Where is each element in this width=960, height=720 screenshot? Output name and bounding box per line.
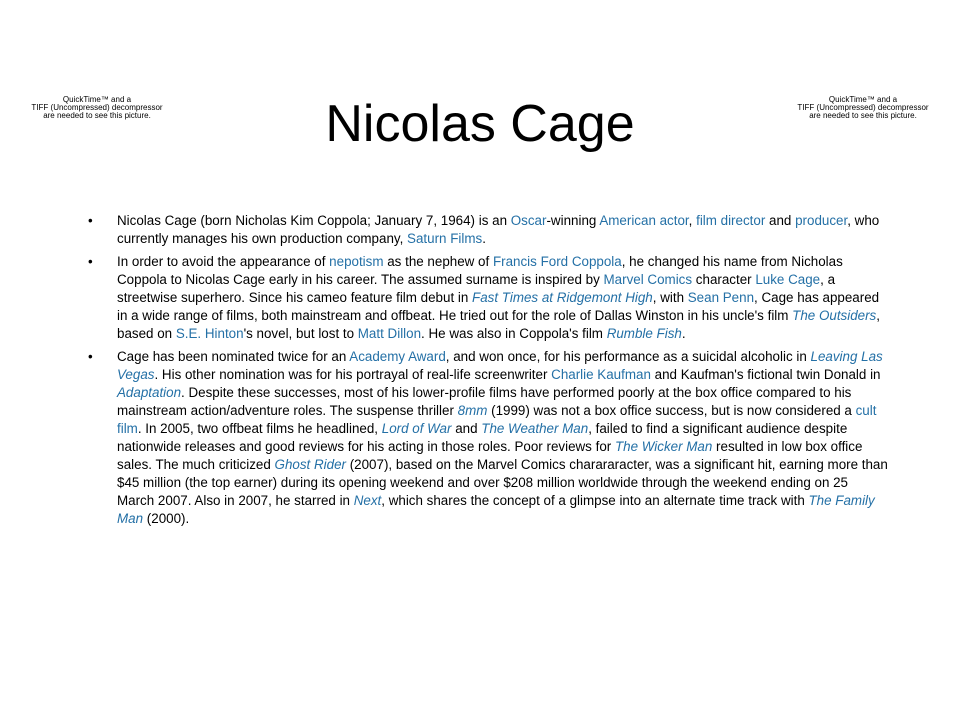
wiki-link[interactable]: nepotism (329, 254, 384, 269)
page-title: Nicolas Cage (325, 95, 635, 153)
placeholder-line: are needed to see this picture. (809, 111, 917, 120)
text-segment: In order to avoid the appearance of (117, 254, 330, 269)
text-segment: , based on (117, 308, 880, 341)
text-segment: (2000). (143, 511, 190, 526)
wiki-link[interactable]: The Wicker Man (614, 439, 713, 454)
text-segment: as the nephew of (383, 254, 493, 269)
wiki-link[interactable]: Fast Times at Ridgemont High (472, 290, 653, 305)
text-segment: , a streetwise superhero. Since his cameo feature film debut in (117, 272, 836, 305)
wiki-link[interactable]: Charlie Kaufman (551, 367, 651, 382)
wiki-link[interactable]: 8mm (457, 403, 488, 418)
wiki-link[interactable]: Sean Penn (687, 290, 755, 305)
wiki-link[interactable]: Academy Award (349, 349, 446, 364)
bullet-dot-icon: • (88, 254, 93, 269)
wiki-link[interactable]: Ghost Rider (274, 457, 346, 472)
bullet-dot-icon: • (88, 349, 93, 364)
text-segment: Cage has been nominated twice for an (117, 349, 350, 364)
text-segment: resulted in low box office sales. The much criticized (117, 439, 863, 472)
text-segment: 's novel, but lost to (243, 326, 358, 341)
bullet-dot-icon: • (88, 213, 93, 228)
text-segment: . Despite these successes, most of his lower-profile films have performed poorly at the box office compared to his mainstream action/adventure roles. The suspense thriller (117, 385, 852, 418)
wiki-link[interactable]: Leaving Las Vegas (117, 349, 883, 382)
text-segment: and (451, 421, 482, 436)
text-segment: -winning (546, 213, 600, 228)
text-segment: and Kaufman's fictional twin Donald in (650, 367, 881, 382)
wiki-link[interactable]: Saturn Films (407, 231, 483, 246)
wiki-link[interactable]: S.E. Hinton (175, 326, 244, 341)
wiki-link[interactable]: Adaptation (117, 385, 182, 400)
text-segment: , (688, 213, 697, 228)
wiki-link[interactable]: The Family Man (117, 493, 875, 526)
placeholder-line: QuickTime™ and a (828, 95, 898, 104)
bullet-item (88, 348, 888, 528)
wiki-link[interactable]: Oscar (510, 213, 547, 228)
text-segment: character (692, 272, 756, 287)
text-segment: . In 2005, two offbeat films he headlined, (137, 421, 382, 436)
placeholder-line: QuickTime™ and a (62, 95, 132, 104)
bullet-item (88, 212, 888, 248)
text-segment: , Cage has appeared in a wide range of films, both mainstream and offbeat. He tried out for the role of Dallas Winston in his uncle's film (117, 290, 880, 323)
text-segment: and (765, 213, 796, 228)
wiki-link[interactable]: Lord of War (381, 421, 452, 436)
wiki-link[interactable]: Luke Cage (755, 272, 821, 287)
wiki-link[interactable]: Next (353, 493, 382, 508)
text-segment: . He was also in Coppola's film (421, 326, 607, 341)
text-segment: . His other nomination was for his portrayal of real-life screenwriter (154, 367, 552, 382)
wiki-link[interactable]: Matt Dillon (357, 326, 422, 341)
text-segment: Nicolas Cage (born Nicholas Kim Coppola; January 7, 1964) is an (117, 213, 511, 228)
text-segment: , who currently manages his own production company, (117, 213, 880, 246)
placeholder-line: TIFF (Uncompressed) decompressor (797, 103, 929, 112)
text-segment: , failed to find a significant audience despite nationwide releases and good reviews for his acting in those roles. Poor reviews for (117, 421, 848, 454)
placeholder-line: are needed to see this picture. (43, 111, 151, 120)
text-segment: , and won once, for his performance as a suicidal alcoholic in (445, 349, 811, 364)
wiki-link[interactable]: film director (696, 213, 766, 228)
text-segment: , with (652, 290, 688, 305)
text-segment: , he changed his name from Nicholas Coppola to Nicolas Cage early in his career. The assumed surname is inspired by (117, 254, 843, 287)
text-segment: . (681, 326, 686, 341)
wiki-link[interactable]: Rumble Fish (606, 326, 682, 341)
text-segment: , which shares the concept of a glimpse into an alternate time track with (381, 493, 809, 508)
placeholder-line: TIFF (Uncompressed) decompressor (31, 103, 163, 112)
wiki-link[interactable]: producer (795, 213, 848, 228)
text-segment: . (482, 231, 486, 246)
wiki-link[interactable]: The Weather Man (481, 421, 589, 436)
content-area (88, 212, 888, 533)
wiki-link[interactable]: cult film (117, 403, 877, 436)
text-segment: (1999) was not a box office success, but is now considered a (487, 403, 856, 418)
text-segment: (2007), based on the Marvel Comics charararacter, was a significant hit, earning more than $45 million (the top earner) during its opening weekend and over $208 million worldwide through the weekend ending on 25 March 2007. Also in 2007, he starred in (117, 457, 888, 508)
wiki-link[interactable]: Marvel Comics (603, 272, 693, 287)
wiki-link[interactable]: The Outsiders (792, 308, 877, 323)
bullet-list (88, 212, 888, 528)
wiki-link[interactable]: Francis Ford Coppola (492, 254, 622, 269)
bullet-item (88, 253, 888, 343)
wiki-link[interactable]: American actor (599, 213, 689, 228)
